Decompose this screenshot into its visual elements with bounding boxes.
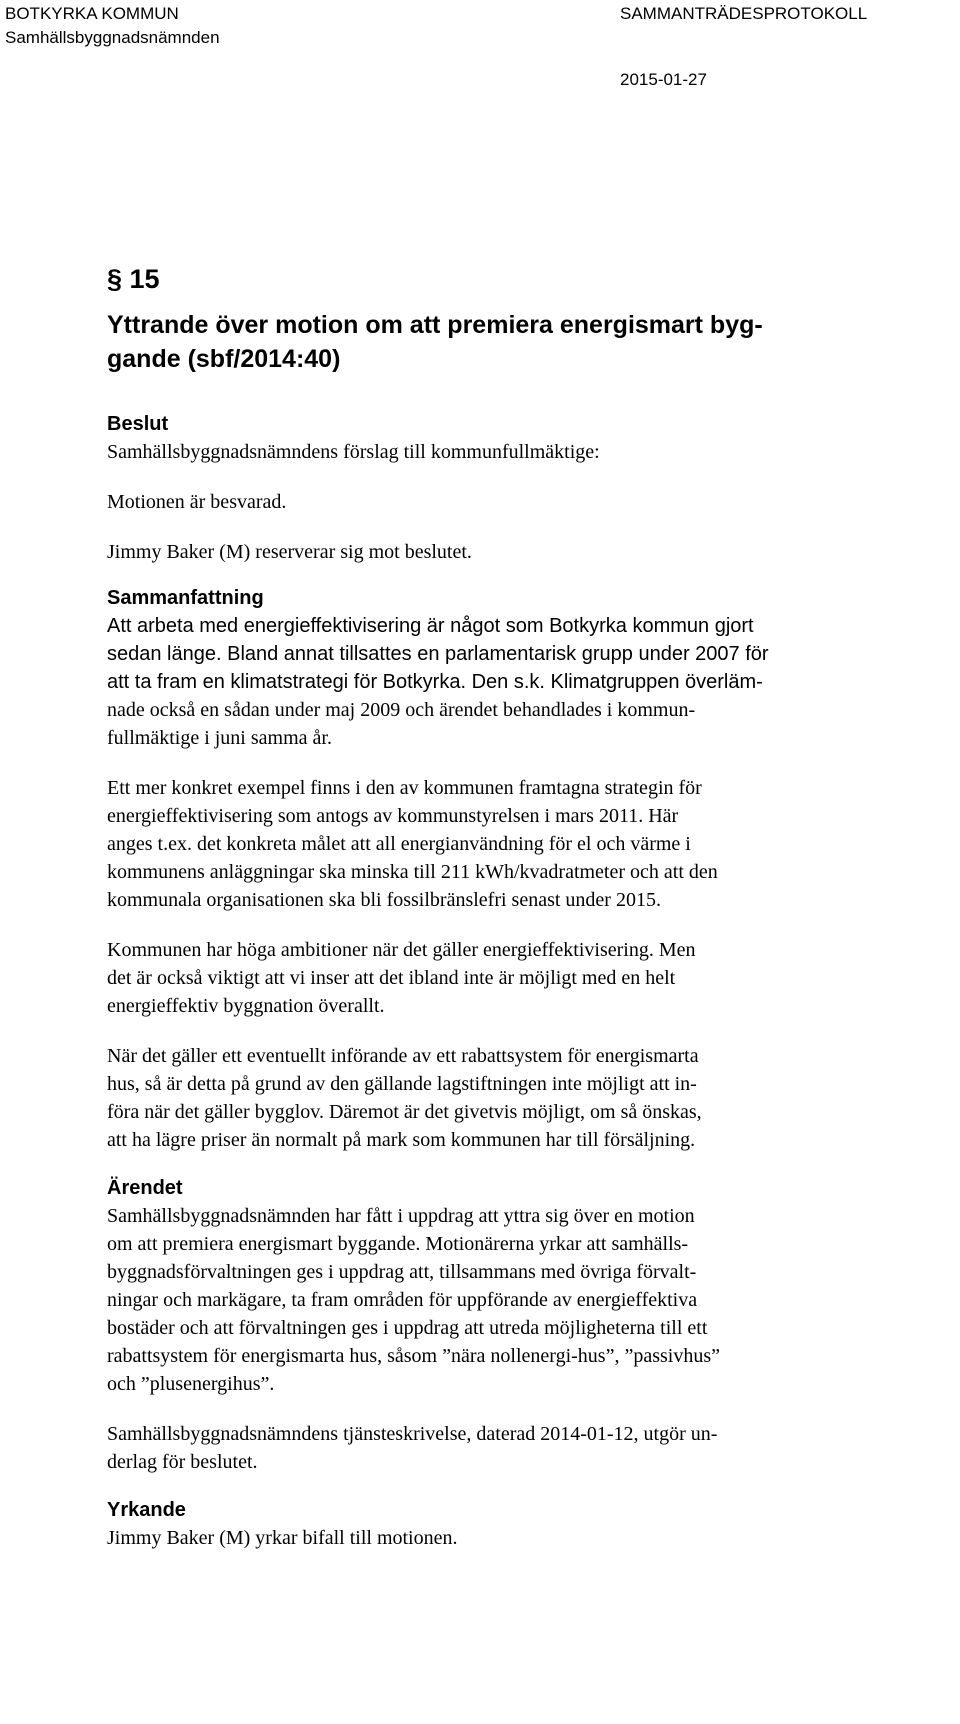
arendet-paragraph <box>107 1202 957 1398</box>
sammanfattning-paragraph <box>107 1042 957 1154</box>
beslut-reservation: Jimmy Baker (M) reserverar sig mot beslutet. <box>107 541 472 563</box>
document-type: SAMMANTRÄDESPROTOKOLL <box>620 4 868 23</box>
organization-name: BOTKYRKA KOMMUN <box>5 4 179 23</box>
arendet-paragraph <box>107 1420 957 1476</box>
text-line: energieffektiv byggnation överallt. <box>107 995 385 1017</box>
text-line: Kommunen har höga ambitioner när det gäller energieffektivisering. Men <box>107 939 696 961</box>
yrkande-heading: Yrkande <box>107 1499 186 1521</box>
protocol-body <box>107 262 957 1552</box>
text-line: När det gäller ett eventuellt införande av ett rabattsystem för energismarta <box>107 1045 699 1067</box>
text-line: hus, så är detta på grund av den gällande lagstiftningen inte möjligt att in- <box>107 1073 697 1095</box>
section-number: § 15 <box>107 264 160 294</box>
text-line: sedan länge. Bland annat tillsattes en parlamentarisk grupp under 2007 för <box>107 643 769 665</box>
yrkande-text: Jimmy Baker (M) yrkar bifall till motionen. <box>107 1527 458 1549</box>
meeting-date: 2015-01-27 <box>620 70 707 89</box>
text-line: Samhällsbyggnadsnämndens tjänsteskrivelse, daterad 2014-01-12, utgör un- <box>107 1423 718 1445</box>
text-line: energieffektivisering som antogs av kommunstyrelsen i mars 2011. Här <box>107 805 679 827</box>
text-line: anges t.ex. det konkreta målet att all energianvändning för el och värme i <box>107 833 691 855</box>
text-line: om att premiera energismart byggande. Motionärerna yrkar att samhälls- <box>107 1233 689 1255</box>
section-title <box>107 308 957 376</box>
arendet-heading: Ärendet <box>107 1177 183 1199</box>
text-line: kommunens anläggningar ska minska till 211 kWh/kvadratmeter och att den <box>107 861 718 883</box>
text-line: Samhällsbyggnadsnämnden har fått i uppdrag att yttra sig över en motion <box>107 1205 695 1227</box>
text-line: fullmäktige i juni samma år. <box>107 727 332 749</box>
section-title-line: gande (sbf/2014:40) <box>107 345 341 373</box>
text-line: föra när det gäller bygglov. Däremot är det givetvis möjligt, om så önskas, <box>107 1101 702 1123</box>
text-line: kommunala organisationen ska bli fossilbränslefri senast under 2015. <box>107 889 661 911</box>
text-line: bostäder och att förvaltningen ges i uppdrag att utreda möjligheterna till ett <box>107 1317 708 1339</box>
text-line: Ett mer konkret exempel finns i den av kommunen framtagna strategin för <box>107 777 702 799</box>
text-line: byggnadsförvaltningen ges i uppdrag att, tillsammans med övriga förvalt- <box>107 1261 697 1283</box>
text-line: att ha lägre priser än normalt på mark som kommunen har till försäljning. <box>107 1129 696 1151</box>
sammanfattning-paragraph <box>107 774 957 914</box>
beslut-decision: Motionen är besvarad. <box>107 491 287 513</box>
arendet-section <box>107 1174 957 1476</box>
text-line: nade också en sådan under maj 2009 och ärendet behandlades i kommun- <box>107 699 696 721</box>
text-line: rabattsystem för energismarta hus, såsom ”nära nollenergi-hus”, ”passivhus” <box>107 1345 720 1367</box>
sammanfattning-paragraph <box>107 936 957 1020</box>
section-title-line: Yttrande över motion om att premiera energismart byg- <box>107 311 763 339</box>
sammanfattning-heading: Sammanfattning <box>107 587 264 609</box>
sammanfattning-section <box>107 584 957 1154</box>
text-line: ningar och markägare, ta fram områden för uppförande av energieffektiva <box>107 1289 698 1311</box>
text-line: det är också viktigt att vi inser att det ibland inte är möjligt med en helt <box>107 967 676 989</box>
text-line: Att arbeta med energieffektivisering är något som Botkyrka kommun gjort <box>107 615 754 637</box>
yrkande-section <box>107 1496 957 1552</box>
beslut-heading: Beslut <box>107 413 169 435</box>
text-line: derlag för beslutet. <box>107 1451 258 1473</box>
text-line: att ta fram en klimatstrategi för Botkyrka. Den s.k. Klimatgruppen överläm- <box>107 671 763 693</box>
beslut-intro: Samhällsbyggnadsnämndens förslag till kommunfullmäktige: <box>107 441 600 463</box>
sammanfattning-paragraph <box>107 612 957 752</box>
department-name: Samhällsbyggnadsnämnden <box>5 28 220 47</box>
beslut-section <box>107 410 957 566</box>
text-line: och ”plusenergihus”. <box>107 1373 275 1395</box>
